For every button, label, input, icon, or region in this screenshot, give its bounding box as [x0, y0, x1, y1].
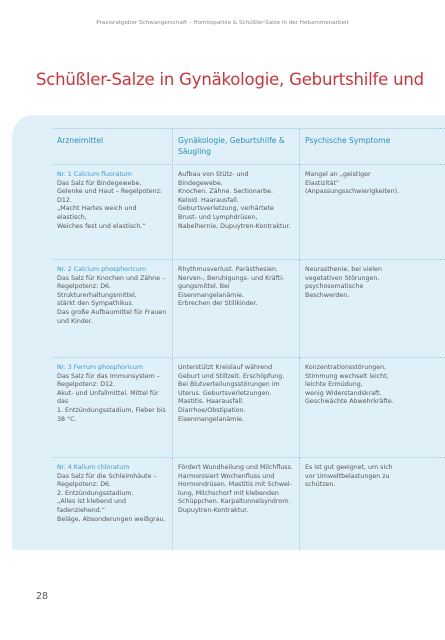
remedy-description-line: Das Salz für Knochen und Zähne – [57, 274, 166, 282]
bottom-margin-area [0, 550, 445, 640]
remedy-description-line: Akut- und Unfallmittel. Mittel für das [57, 389, 159, 406]
remedy-description-line: 1. Entzündungsstadium, Fieber bis [57, 406, 166, 414]
column-header-psychological: Psychische Symptome [299, 129, 445, 165]
psychological-line: Neurasthenie, bei vielen [305, 266, 382, 273]
remedy-description-line: stärkt den Sympathikus. [57, 300, 134, 308]
remedy-description-line: Das Salz für Bindegewebe, [57, 179, 142, 187]
gynecology-cell [172, 458, 299, 550]
remedy-description-line: Regelpotenz: D6. [57, 283, 112, 291]
gynecology-line: Hormondrüsen. Mastitis mit Schwel- [178, 481, 292, 489]
gynecology-cell [172, 165, 299, 260]
psychological-line: wenig Widerstandskraft. [305, 389, 382, 397]
remedy-description-line: Gelenke und Haut – Regelpotenz: D12. [57, 188, 163, 204]
gynecology-line: Aufbau von Stütz- und Bindegewebe. [178, 171, 249, 187]
gynecology-line: Unterstützt Kreislauf während [178, 364, 273, 371]
remedy-description-line: Regelpotenz: D6. [57, 481, 112, 489]
table-row [52, 357, 445, 458]
gynecology-cell [172, 260, 299, 358]
gynecology-line: Diarrhoe/Obstipation. [178, 406, 246, 414]
remedy-description-line: „Alles ist klebend und fadenziehend.“ [57, 498, 126, 514]
remedy-cell [52, 165, 172, 260]
gynecology-line: Fördert Wundheilung und Milchfluss. [178, 464, 293, 471]
psychological-line: Es ist gut geeignet, um sich [305, 464, 393, 471]
table-row [52, 457, 445, 551]
psychological-line: Elastizität“ [305, 179, 340, 187]
psychological-line: Stimmung wechselt leicht, [305, 372, 389, 380]
gynecology-line: Mastitis. Haarausfall. [178, 398, 245, 406]
table-header-row [52, 128, 445, 165]
psychological-line: Geschwächte Abwehrkräfte. [305, 398, 394, 406]
gynecology-line: gungsmittel. Bei Eisenmangelanämie. [178, 283, 244, 299]
remedy-description-line: 2. Entzündungsstadium. [57, 489, 134, 497]
gynecology-line: Nabelhernie, Dupuytren-Kontraktur. [178, 222, 291, 230]
psychological-line: (Anpassungsschwierigkeiten). [305, 188, 400, 196]
remedy-name: Nr. 1 Calcium fluoratum [57, 171, 132, 178]
remedy-description-line: und Kinder. [57, 317, 93, 325]
gynecology-line: Geburt und Stillzeit. Erschöpfung. [178, 372, 285, 380]
page-title: Schüßler-Salze in Gynäkologie, Geburtshilfe und [36, 70, 424, 89]
gynecology-line: Knochen. Zähne. Sectionarbe. [178, 188, 274, 196]
gynecology-line: Rhythmusverlust. Parästhesien. [178, 266, 278, 273]
psychological-cell [299, 458, 445, 550]
gynecology-cell [172, 358, 299, 458]
psychological-line: Mangel an „geistiger [305, 171, 371, 178]
psychological-line: leichte Ermüdung, [305, 381, 363, 389]
remedy-description-line: Beläge, Absonderungen weißgrau. [57, 515, 166, 523]
psychological-line: vegetativen Störungen, [305, 274, 380, 282]
running-head: Praxisratgeber Schwangerschaft – Homöopathie & Schüßler-Salze in der Hebammenarbeit [96, 20, 349, 26]
remedy-description-line: „Macht Hartes weich und elastisch, [57, 205, 137, 221]
remedy-cell [52, 358, 172, 458]
remedy-name: Nr. 4 Kalium chloratum [57, 464, 130, 471]
remedy-description-line: 38 °C. [57, 415, 77, 423]
gynecology-line: Uterus. Geburtsverletzungen. [178, 389, 272, 397]
remedy-cell [52, 458, 172, 550]
remedy-name: Nr. 2 Calcium phosphoricum [57, 266, 146, 273]
gynecology-line: Erbrechen der Stillkinder. [178, 300, 258, 308]
column-header-gynecology: Gynäkologie, Geburtshilfe & Säugling [172, 129, 299, 165]
psychological-cell [299, 358, 445, 458]
gynecology-line: Brust- und Lymphdrüsen, [178, 213, 258, 221]
remedy-description-line: Das Salz für das Immunsystem – [57, 372, 160, 380]
gynecology-line: Harmonisiert Wochenfluss und [178, 472, 275, 480]
psychological-line: vor Umweltbelastungen zu [305, 472, 390, 480]
page-number: 28 [36, 591, 49, 602]
remedy-description-line: Regelpotenz: D12. [57, 381, 116, 389]
gynecology-line: Bei Blutverteilungsstörungen im [178, 381, 280, 389]
gynecology-line: Geburtsverletzung, verhärtete [178, 205, 274, 213]
column-header-remedy: Arzneimittel [57, 136, 104, 145]
remedy-description-line: Strukturerhaltungsmittel, [57, 291, 137, 299]
psychological-cell [299, 260, 445, 358]
psychological-line: schützen. [305, 481, 336, 489]
psychological-line: Beschwerden. [305, 291, 350, 299]
table-row [52, 164, 445, 260]
psychological-line: psychosomatische [305, 283, 364, 291]
gynecology-line: Dupuytren-Kontraktur. [178, 506, 249, 514]
remedy-description-line: Das große Aufbaumittel für Frauen [57, 308, 167, 316]
remedy-description-line: Das Salz für die Schleimhäute – [57, 472, 157, 480]
gynecology-line: Nerven-, Beruhigungs- und Kräfti- [178, 274, 285, 282]
gynecology-line: Keloid. Haarausfall. [178, 196, 239, 204]
psychological-cell [299, 165, 445, 260]
gynecology-line: Schüppchen. Karpaltunnelsyndrom. [178, 498, 291, 506]
gynecology-line: lung, Milchschorf mit klebenden [178, 489, 279, 497]
table-row [52, 259, 445, 358]
remedy-name: Nr. 3 Ferrum phosphoricum [57, 364, 143, 371]
remedy-cell [52, 260, 172, 358]
psychological-line: Konzentrationsstörungen, [305, 364, 387, 371]
remedy-description-line: Weiches fest und elastisch.“ [57, 222, 146, 230]
gynecology-line: Eisenmangelanämie. [178, 415, 244, 423]
